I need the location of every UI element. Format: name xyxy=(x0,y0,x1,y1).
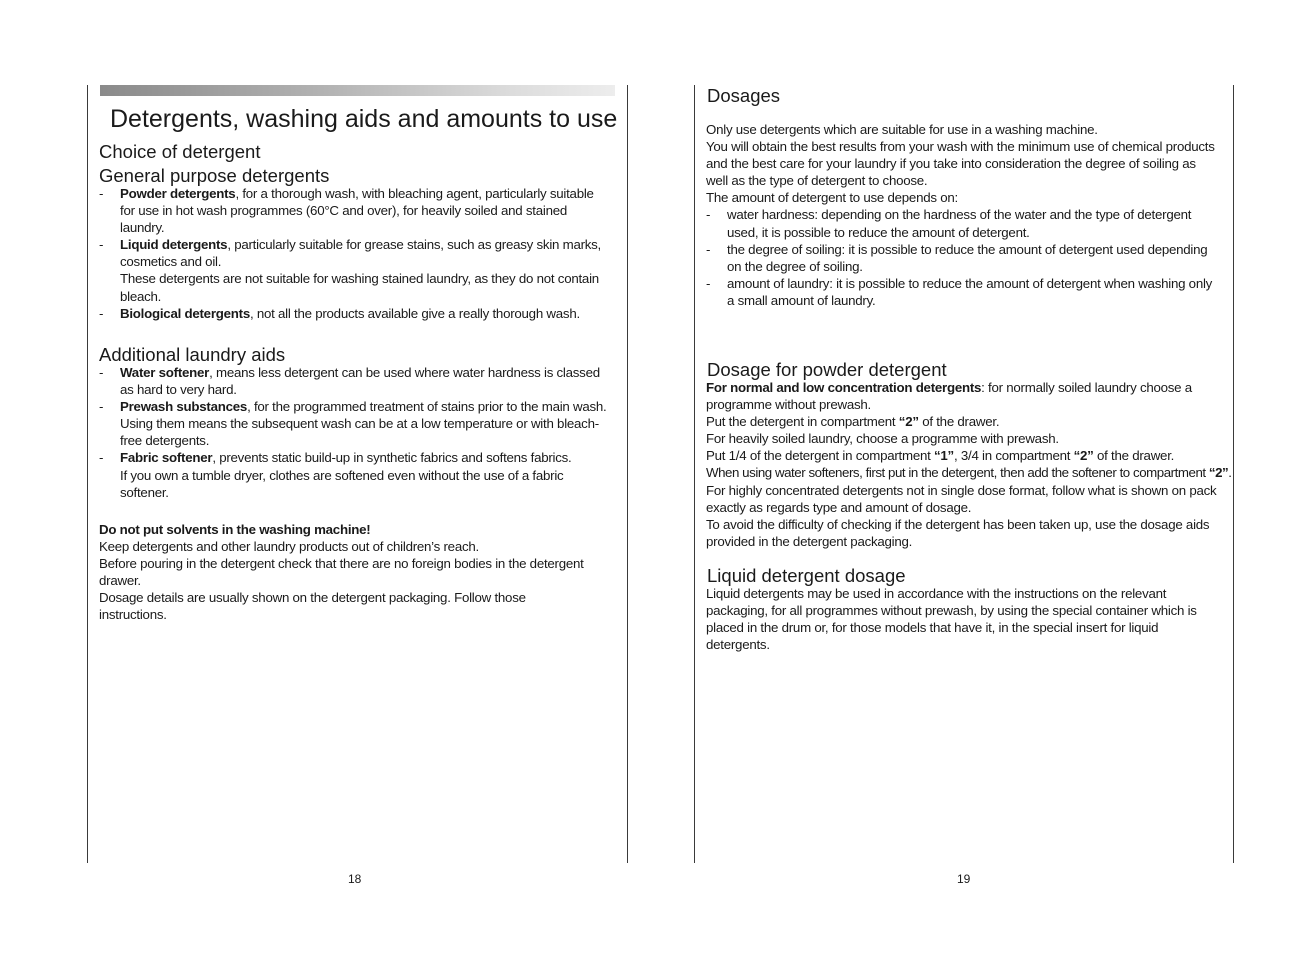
powder-intro: For normal and low concentration detergents: for normally soiled laundry choose a programme without prewash. xyxy=(706,380,1192,413)
list-item: - the degree of soiling: it is possible to reduce the amount of detergent used depending on the degree of soiling. xyxy=(706,241,1208,274)
powder-put: Put the detergent in compartment “2” of the drawer. xyxy=(706,414,1000,430)
item-text: water hardness: depending on the hardness of the water and the type of detergent used, it is possible to reduce the amount of detergent. xyxy=(727,207,1192,240)
powder-heading: Dosage for powder detergent xyxy=(707,359,947,380)
warning-block xyxy=(99,521,594,624)
page-number-left: 18 xyxy=(348,872,362,886)
list-item: - Powder detergents, for a thorough wash, with bleaching agent, particularly suitable for use in hot wash programmes (60°C and over), for heavily soiled and stained laundry. xyxy=(99,186,594,236)
powder-heavy: For heavily soiled laundry, choose a programme with prewash. xyxy=(706,431,1059,447)
list-item: - Prewash substances, for the programmed treatment of stains prior to the main wash. Using them means the subsequent wash can be at a low temperature or with bleach-free detergents. xyxy=(99,398,611,449)
left-page-rule-inner xyxy=(627,85,628,863)
item-bold: Liquid detergents xyxy=(120,237,228,253)
general-list xyxy=(99,185,611,322)
powder-aids: To avoid the difficulty of checking if the detergent has been taken up, use the dosage aids provided in the detergent packaging. xyxy=(706,516,1210,549)
general-heading: General purpose detergents xyxy=(99,165,330,186)
item-bold: Water softener xyxy=(120,365,210,380)
item-extra: If you own a tumble dryer, clothes are softened even without the use of a fabric softener. xyxy=(120,467,564,500)
powder-quarter: Put 1/4 of the detergent in compartment “1”, 3/4 in compartment “2” of the drawer. xyxy=(706,448,1175,464)
liquid-text: Liquid detergents may be used in accordance with the instructions on the relevant packaging, for all programmes without prewash, by using the special container which is placed in the drum or, for those models that have it, in the special insert for liquid detergents. xyxy=(706,586,1197,653)
intro-line: You will obtain the best results from your wash with the minimum use of chemical products and the best care for your laundry if you take into consideration the degree of soiling as well as the type of detergent to choose. xyxy=(706,139,1215,189)
item-text: , particularly suitable for grease stains, such as greasy skin marks, cosmetics and oil. xyxy=(120,237,602,270)
intro-line: Only use detergents which are suitable for use in a washing machine. xyxy=(706,122,1098,137)
item-bold: Fabric softener xyxy=(120,450,213,466)
title-gradient-bar xyxy=(100,85,615,96)
warning-line: Before pouring in the detergent check that there are no foreign bodies in the detergent drawer. xyxy=(99,556,584,589)
page-title: Detergents, washing aids and amounts to use xyxy=(110,105,618,133)
list-item: - water hardness: depending on the hardness of the water and the type of detergent used, it is possible to reduce the amount of detergent. xyxy=(706,207,1192,240)
choice-heading: Choice of detergent xyxy=(99,141,261,162)
liquid-heading: Liquid detergent dosage xyxy=(707,565,906,586)
list-item: - Biological detergents, not all the products available give a really thorough wash. xyxy=(99,305,580,321)
item-extra: These detergents are not suitable for washing stained laundry, as they do not contain bleach. xyxy=(120,271,599,304)
dosages-intro xyxy=(706,121,1218,309)
dosages-heading: Dosages xyxy=(707,85,781,106)
item-text: , not all the products available give a really thorough wash. xyxy=(249,305,580,321)
page-number-right: 19 xyxy=(957,872,971,886)
intro-line: The amount of detergent to use depends on: xyxy=(706,190,958,206)
list-item: - Liquid detergents, particularly suitable for grease stains, such as greasy skin marks, cosmetics and oil. These detergents are not suitable for washing stained laundry, as they do not contain bleach. xyxy=(99,236,611,304)
list-item: - amount of laundry: it is possible to reduce the amount of detergent when washing only a small amount of laundry. xyxy=(706,275,1213,308)
item-extra: Using them means the subsequent wash can be at a low temperature or with bleach-free detergents. xyxy=(120,416,599,449)
item-text: , prevents static build-up in synthetic fabrics and softens fabrics. xyxy=(212,450,572,466)
powder-concentrated: For highly concentrated detergents not in single dose format, follow what is shown on pack exactly as regards type and amount of dosage. xyxy=(706,482,1217,515)
warning-line: Dosage details are usually shown on the detergent packaging. Follow those instructions. xyxy=(99,590,526,623)
item-bold: Biological detergents xyxy=(120,305,250,321)
item-text: amount of laundry: it is possible to reduce the amount of detergent when washing only a small amount of laundry. xyxy=(727,275,1213,308)
powder-block xyxy=(706,379,1232,550)
item-text: , for a thorough wash, with bleaching agent, particularly suitable for use in hot wash programmes (60°C and over), for heavily soiled and stained laundry. xyxy=(120,186,594,236)
item-text: , for the programmed treatment of stains prior to the main wash. xyxy=(247,399,607,415)
aids-list xyxy=(99,364,611,501)
liquid-block xyxy=(706,585,1221,653)
right-page-rule-inner xyxy=(694,85,695,863)
right-page-rule-outer xyxy=(1233,85,1234,863)
item-bold: Prewash substances xyxy=(120,399,248,415)
aids-heading: Additional laundry aids xyxy=(99,344,286,365)
warning-bold: Do not put solvents in the washing machine! xyxy=(99,522,371,537)
powder-bold: For normal and low concentration detergents xyxy=(706,380,982,395)
list-item: - Fabric softener, prevents static build-up in synthetic fabrics and softens fabrics. If you own a tumble dryer, clothes are softened even without the use of a fabric softener. xyxy=(99,449,611,500)
list-item: - Water softener, means less detergent can be used where water hardness is classed as hard to very hard. xyxy=(99,365,600,398)
warning-line: Keep detergents and other laundry products out of children’s reach. xyxy=(99,539,479,555)
item-text: , means less detergent can be used where water hardness is classed as hard to very hard. xyxy=(120,365,600,398)
powder-softener: When using water softeners, first put in the detergent, then add the softener to compartment “2”. xyxy=(706,465,1232,481)
left-page-rule-outer xyxy=(87,85,88,863)
item-text: the degree of soiling: it is possible to reduce the amount of detergent used depending on the degree of soiling. xyxy=(727,241,1208,274)
item-bold: Powder detergents xyxy=(120,186,236,201)
